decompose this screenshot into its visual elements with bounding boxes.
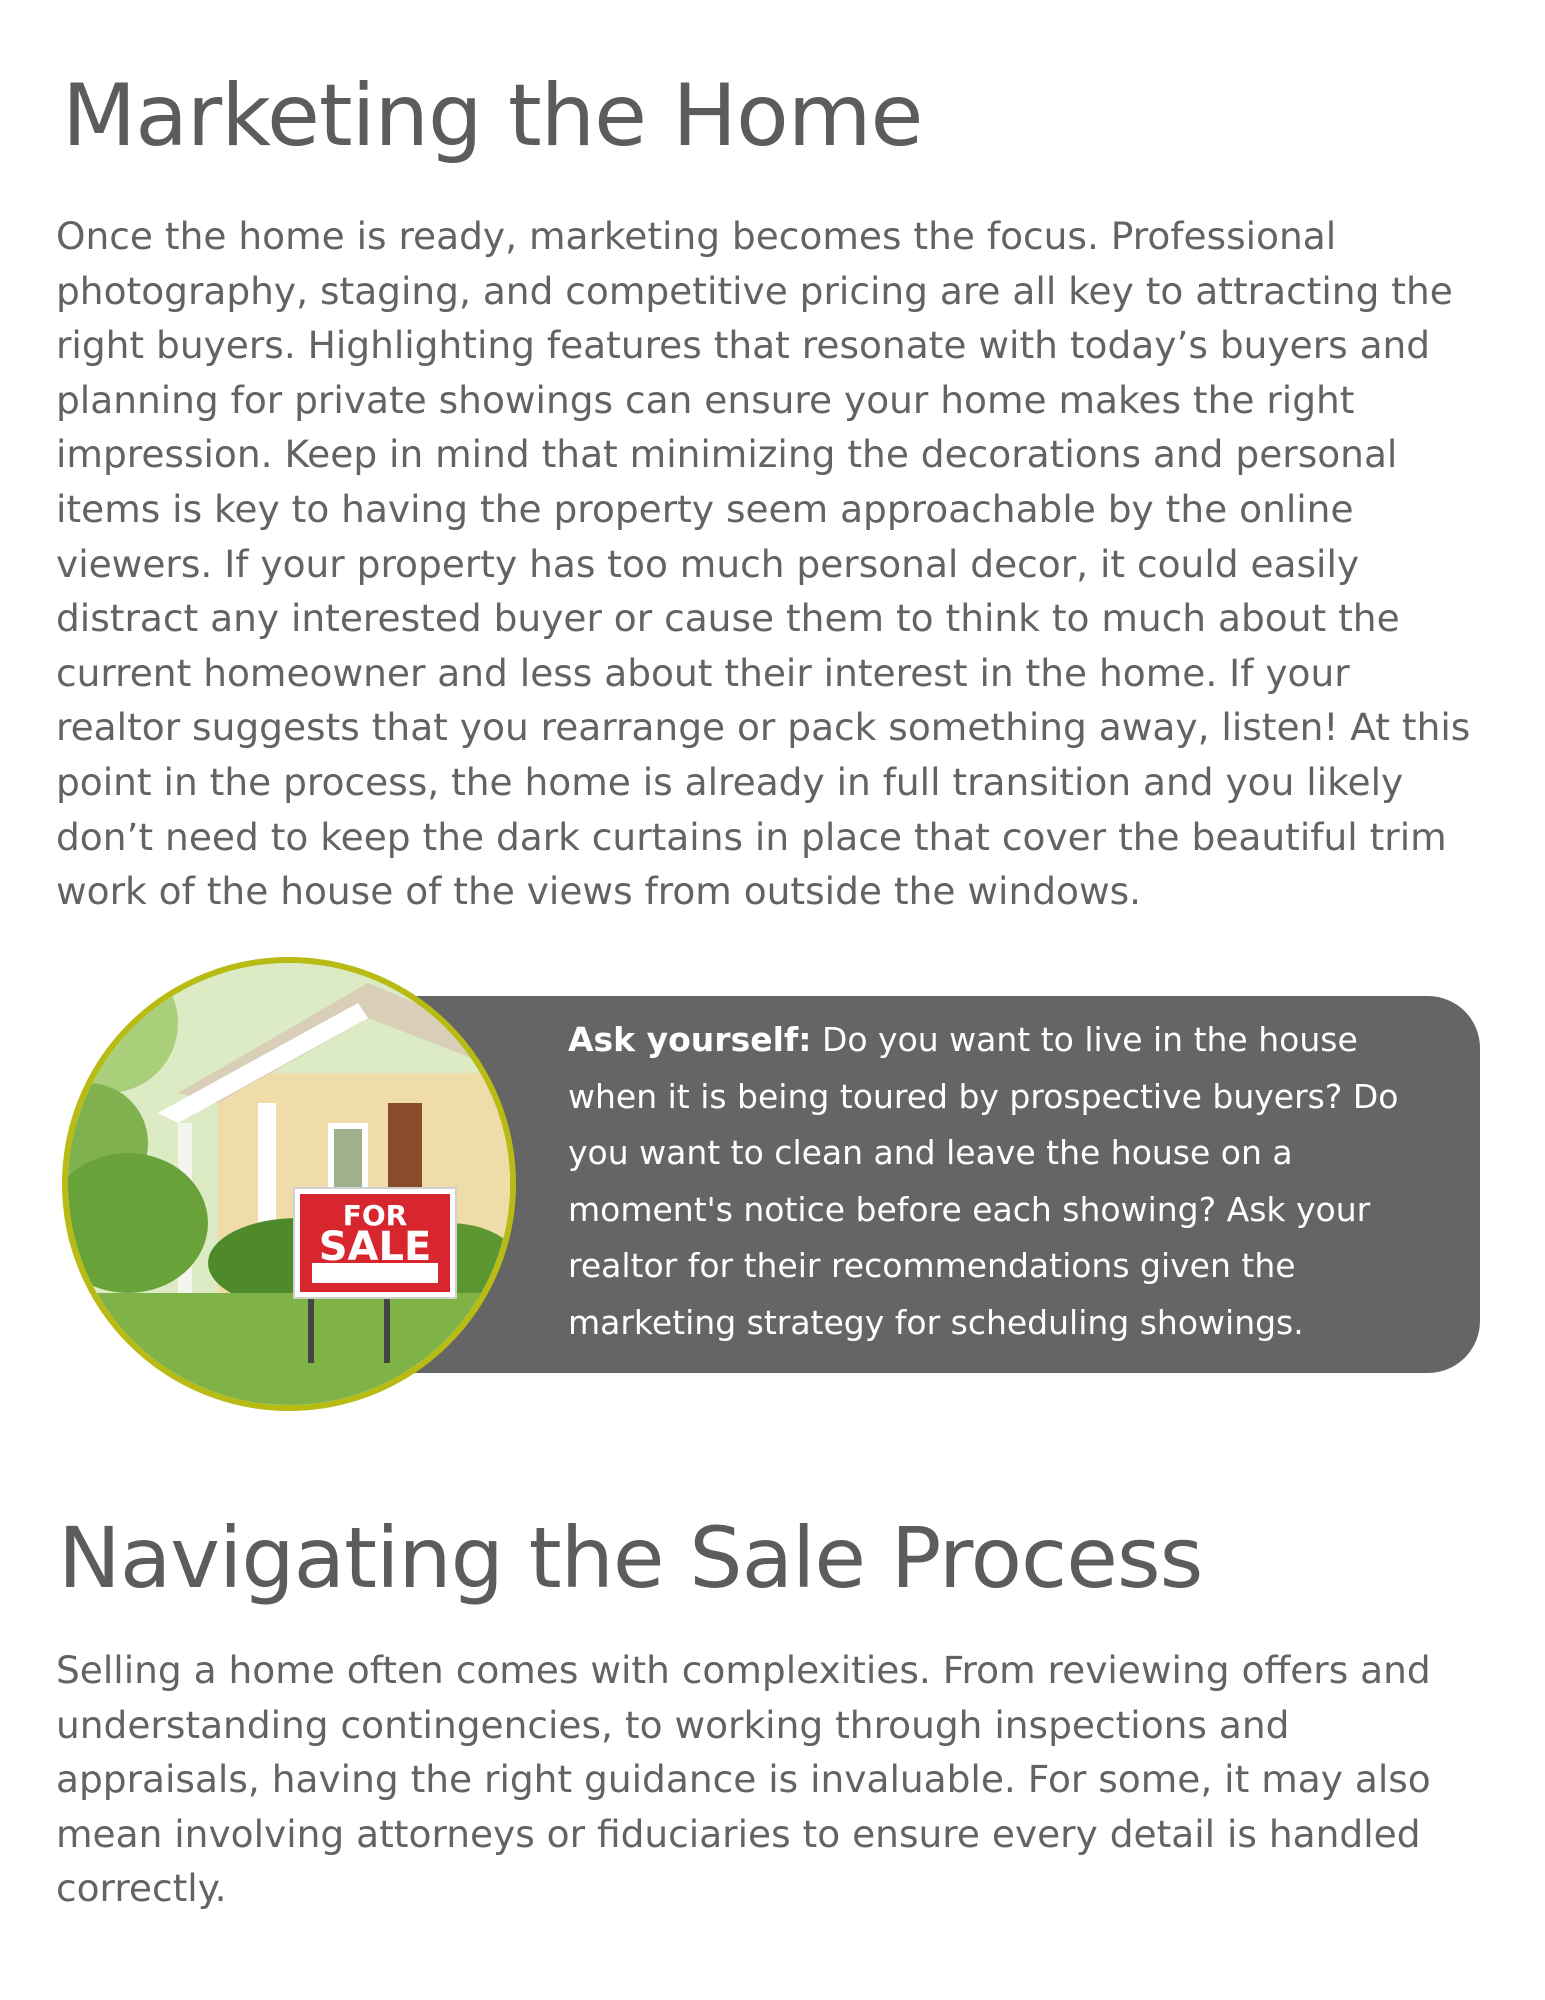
callout-text xyxy=(568,1012,1448,1351)
for-sale-house-photo xyxy=(62,957,516,1411)
callout-body: Do you want to live in the house when it is being toured by prospective buyers? Do you want to clean and leave the house on a moment's notice before each showing? Ask your realtor for their recommendations given the marketing strategy for scheduling showings. xyxy=(568,1020,1399,1342)
section-title-marketing: Marketing the Home xyxy=(62,66,923,166)
house-illustration xyxy=(68,963,510,1405)
callout-lead: Ask yourself: xyxy=(568,1020,812,1059)
marketing-paragraph: Once the home is ready, marketing becomes the focus. Professional photography, staging, and competitive pricing are all key to attracting the right buyers. Highlighting features that resonate with today’s buyers and planning for private showings can ensure your home makes the right impression. Keep in mind that minimizing the decorations and personal items is key to having the property seem approachable by the online viewers. If your property has too much personal decor, it could easily distract any interested buyer or cause them to think to much about the current homeowner and less about their interest in the home. If your realtor suggests that you rearrange or pack something away, listen! At this point in the process, the home is already in full transition and you likely don’t need to keep the dark curtains in place that cover the beautiful trim work of the house of the views from outside the windows. xyxy=(56,214,1471,914)
section-title-navigating: Navigating the Sale Process xyxy=(58,1509,1203,1607)
sign-text-sale: SALE xyxy=(318,1224,432,1270)
sign-text-for: FOR xyxy=(342,1199,408,1232)
navigating-paragraph: Selling a home often comes with complexities. From reviewing offers and understanding contingencies, to working through inspections and appraisals, having the right guidance is invaluable. For some, it may also mean involving attorneys or fiduciaries to ensure every detail is handled correctly. xyxy=(56,1648,1431,1911)
